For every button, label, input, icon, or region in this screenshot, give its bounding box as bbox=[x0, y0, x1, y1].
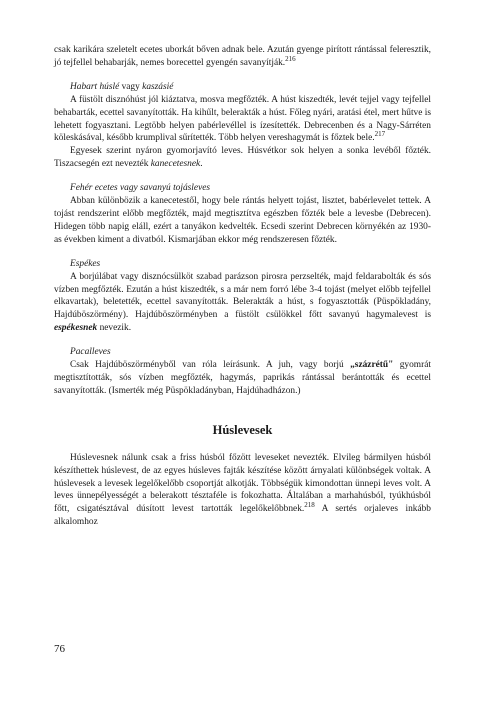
paragraph-text: A borjúlábat vagy disznócsülköt szabad parázson pirosra perzselték, majd feldarabolták és sós vízben megfőzték. Ezután a húst kiszedték, s a már nem forró lébe 3-4 tojást (melyet előbb tejfellel elkavartak), beletették, ecettel savanyították. Belerakták a húst, s fogyasztották (Püspökladány, Hajdúböszörmény). Hajdúböszörményben a füstölt csülökkel főtt savanyú hagymalevest is bbox=[54, 271, 431, 321]
section-paragraph bbox=[54, 271, 431, 336]
title-part: Habart bbox=[70, 81, 98, 92]
section-paragraph: Abban különbözik a kanecetestől, hogy bele rántás helyett tojást, lisztet, babérlevelet tettek. A tojást rendszerint előbb megfőzték, majd megtisztítva egészben főzték bele a levesbe (Debrecen). Hidegen több napig eláll, ezért a tanyákon kedvelték. Ecsedi szerint Debrecen környékén az 1930-as években kiment a divatból. Kismarjában ekkor még rendszeresen főzték. bbox=[54, 196, 431, 245]
paragraph-text: Egyesek szerint nyáron gyomorjavító leves. Húsvétkor sok helyen a sonka levéből főzték. Tiszacsegén ezt nevezték bbox=[54, 146, 431, 170]
section-habart-huslé bbox=[54, 81, 431, 171]
section-title bbox=[54, 81, 431, 94]
section-paragraph bbox=[54, 359, 431, 398]
chapter-heading: Húslevesek bbox=[212, 422, 273, 437]
section-paragraph bbox=[54, 94, 431, 146]
section-paragraph bbox=[54, 145, 431, 171]
paragraph-text: nevezik. bbox=[97, 323, 132, 334]
section-pacalleves bbox=[54, 346, 431, 398]
footnote-ref: 218 bbox=[304, 501, 315, 510]
paragraph-text: gyomrát megtisztították, sós vízben megfőzték, hagymás, paprikás rántással berántották és ecettel savanyították. (Ismerték még Püspökladányban, Hajdúhadházon.) bbox=[54, 360, 431, 396]
paragraph-text: . bbox=[200, 159, 203, 170]
section-title: Espékes bbox=[70, 258, 101, 269]
page-number: 76 bbox=[54, 643, 65, 655]
title-part: húslé bbox=[99, 81, 120, 92]
section-title: Fehér ecetes vagy savanyú tojásleves bbox=[70, 183, 211, 194]
main-paragraph bbox=[54, 452, 431, 529]
quoted-term: „százrétű" bbox=[350, 360, 394, 371]
paragraph-text: A sertés orjaleves inkább alkalomhoz bbox=[54, 504, 431, 528]
paragraph-text: A füstölt disznóhúst jól kiáztatva, mosva megfőzték. A húst kiszedték, levét tejjel vagy tejfellel behabarták, ecettel savanyították. Ha kihűlt, belerakták a húst. Főleg nyári, aratási étel, mert hűtve is lehetett fogyasztani. Legtöbb helyen pabérlevéllel is ízesítették. Debrecenben és a Nagy-Sárréten köleskásával, később krumplival sűrítették. Több helyen vereshagymát is főztek bele. bbox=[54, 94, 431, 144]
paragraph-text: Csak Hajdúböszörményből van róla leírásunk. A juh, vagy borjú bbox=[70, 360, 351, 371]
section-espekes bbox=[54, 258, 431, 335]
emphasized-term: espékesnek bbox=[54, 323, 98, 334]
footnote-ref: 217 bbox=[374, 130, 386, 139]
title-part: kaszásié bbox=[142, 81, 174, 92]
page-body bbox=[54, 44, 431, 529]
title-part: vagy bbox=[119, 81, 143, 92]
section-title: Pacalleves bbox=[70, 347, 111, 358]
intro-paragraph bbox=[54, 44, 431, 70]
section-tojasleves bbox=[54, 182, 431, 247]
footnote-ref: 216 bbox=[285, 54, 296, 63]
paragraph-text: Húslevesnek nálunk csak a friss húsból főzött leveseket nevezték. Elvileg bármilyen húsból készíthettek húslevest, de az egyes húsleves fajták készítése között árnyalati különbségek voltak. A húslevesek a levesek legelőkelőbb csoportját alkotják. Többségük kimondottan ünnepi leves volt. A leves ünnepélyességét a belerakott tésztaféle is fokozhatta. Általában a marhahúsból, tyúkhúsból főtt, csigatésztával dúsított levest tartották legelőkelőbbnek. bbox=[54, 452, 431, 515]
emphasized-term: kanecetesnek bbox=[150, 159, 201, 170]
intro-text: csak karikára szeletelt ecetes uborkát bőven adnak bele. Azután gyenge pirított rántással feleresztik, jó tejfellel behabarják, nemes borecettel gyengén savanyítják. bbox=[54, 45, 431, 68]
